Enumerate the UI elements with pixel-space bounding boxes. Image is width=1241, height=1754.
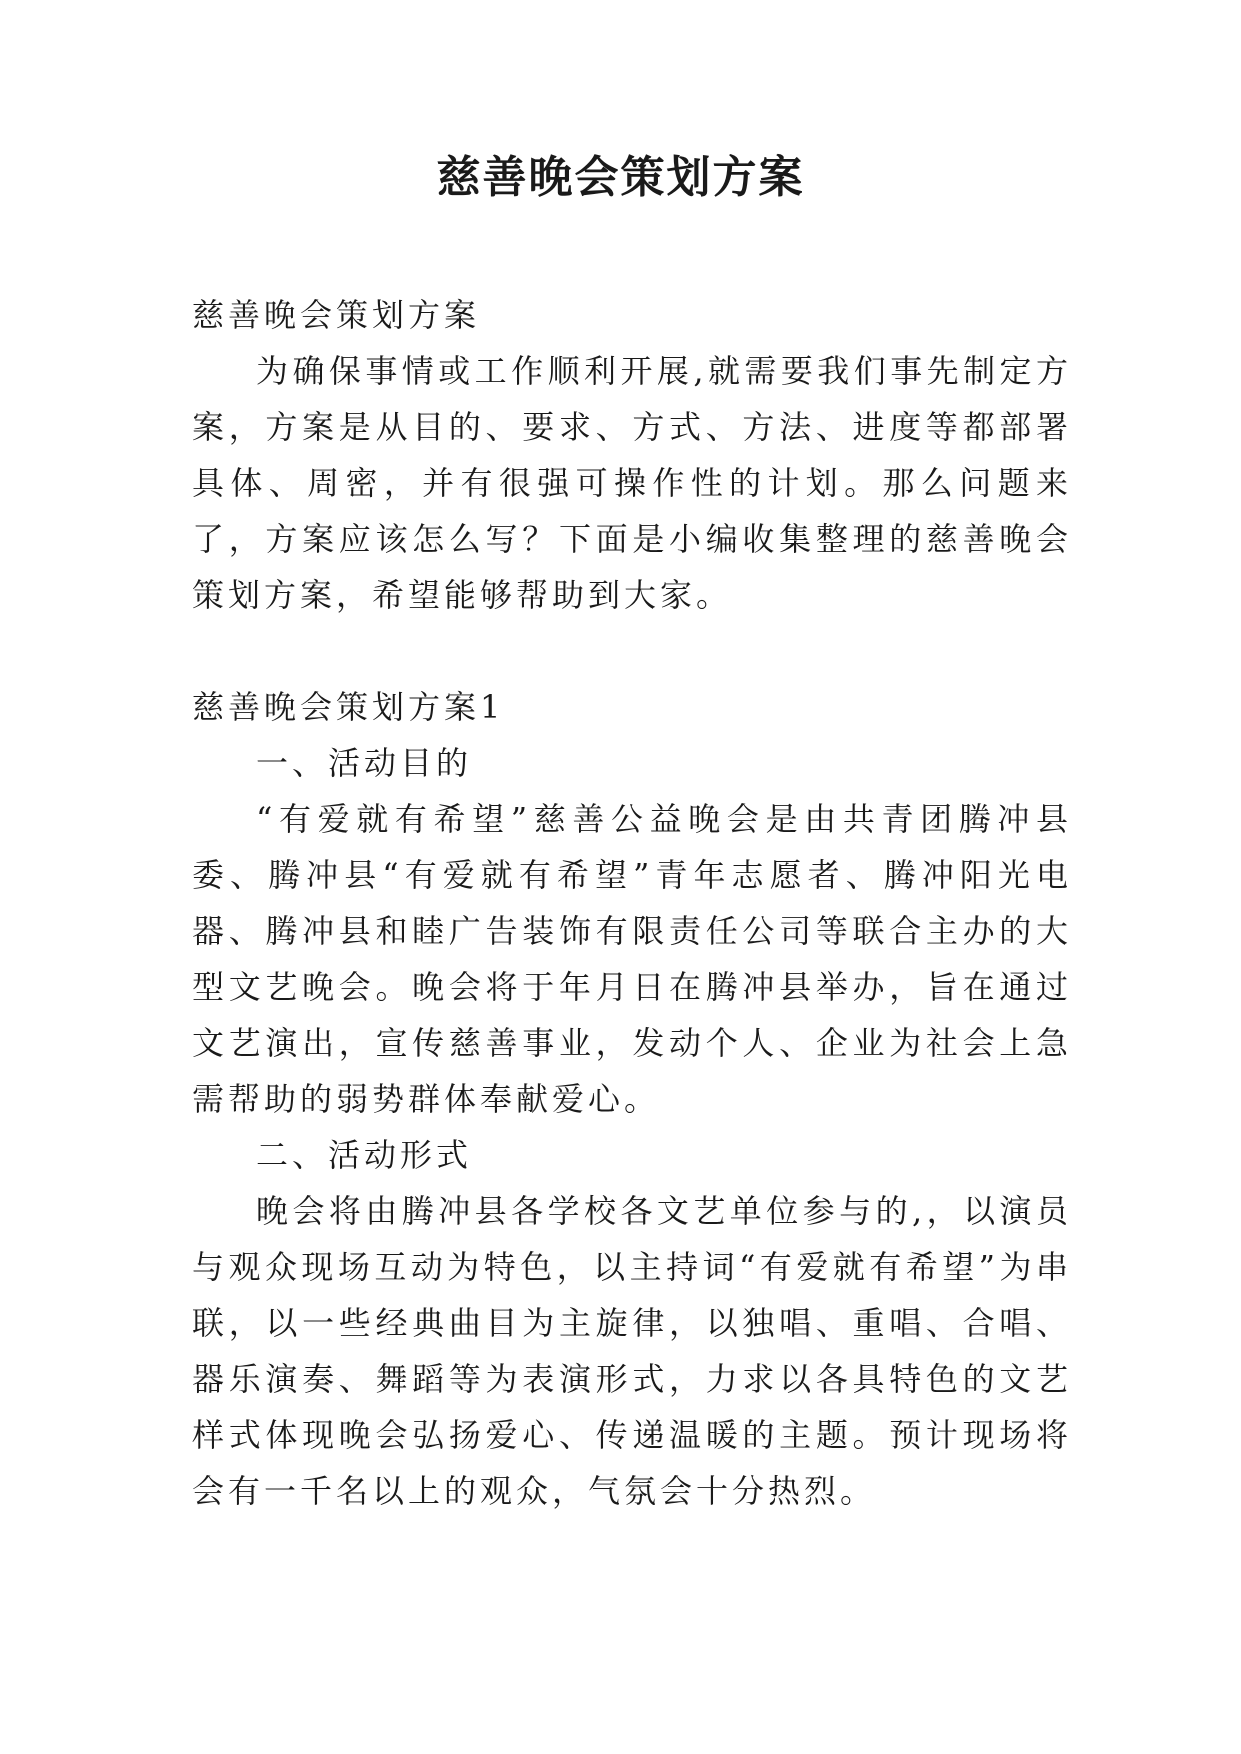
intro-paragraph: 为确保事情或工作顺利开展,就需要我们事先制定方案，方案是从目的、要求、方式、方法、进度等都部署具体、周密，并有很强可操作性的计划。那么问题来了，方案应该怎么写？下面是小编收集整理的慈善晚会策划方案，希望能够帮助到大家。 (192, 352, 1072, 614)
paragraph-spacer (192, 623, 1072, 679)
paragraph-activity-purpose: “有爱就有希望”慈善公益晚会是由共青团腾冲县委、腾冲县“有爱就有希望”青年志愿者、腾冲阳光电器、腾冲县和睦广告装饰有限责任公司等联合主办的大型文艺晚会。晚会将于年月日在腾冲县举办，旨在通过文艺演出，宣传慈善事业，发动个人、企业为社会上急需帮助的弱势群体奉献爱心。 (192, 800, 1072, 1118)
document-title: 慈善晚会策划方案 (436, 152, 805, 203)
document-body (192, 287, 1072, 1519)
heading-activity-purpose: 一、活动目的 (256, 744, 473, 782)
paragraph-activity-format: 晚会将由腾冲县各学校各文艺单位参与的,，以演员与观众现场互动为特色，以主持词“有爱就有希望”为串联，以一些经典曲目为主旋律，以独唱、重唱、合唱、器乐演奏、舞蹈等为表演形式，力求以各具特色的文艺样式体现晚会弘扬爱心、传递温暖的主题。预计现场将会有一千名以上的观众，气氛会十分热烈。 (192, 1192, 1072, 1510)
document-subtitle: 慈善晚会策划方案 (192, 296, 481, 334)
heading-activity-format: 二、活动形式 (256, 1136, 473, 1174)
section-title: 慈善晚会策划方案1 (192, 688, 505, 726)
